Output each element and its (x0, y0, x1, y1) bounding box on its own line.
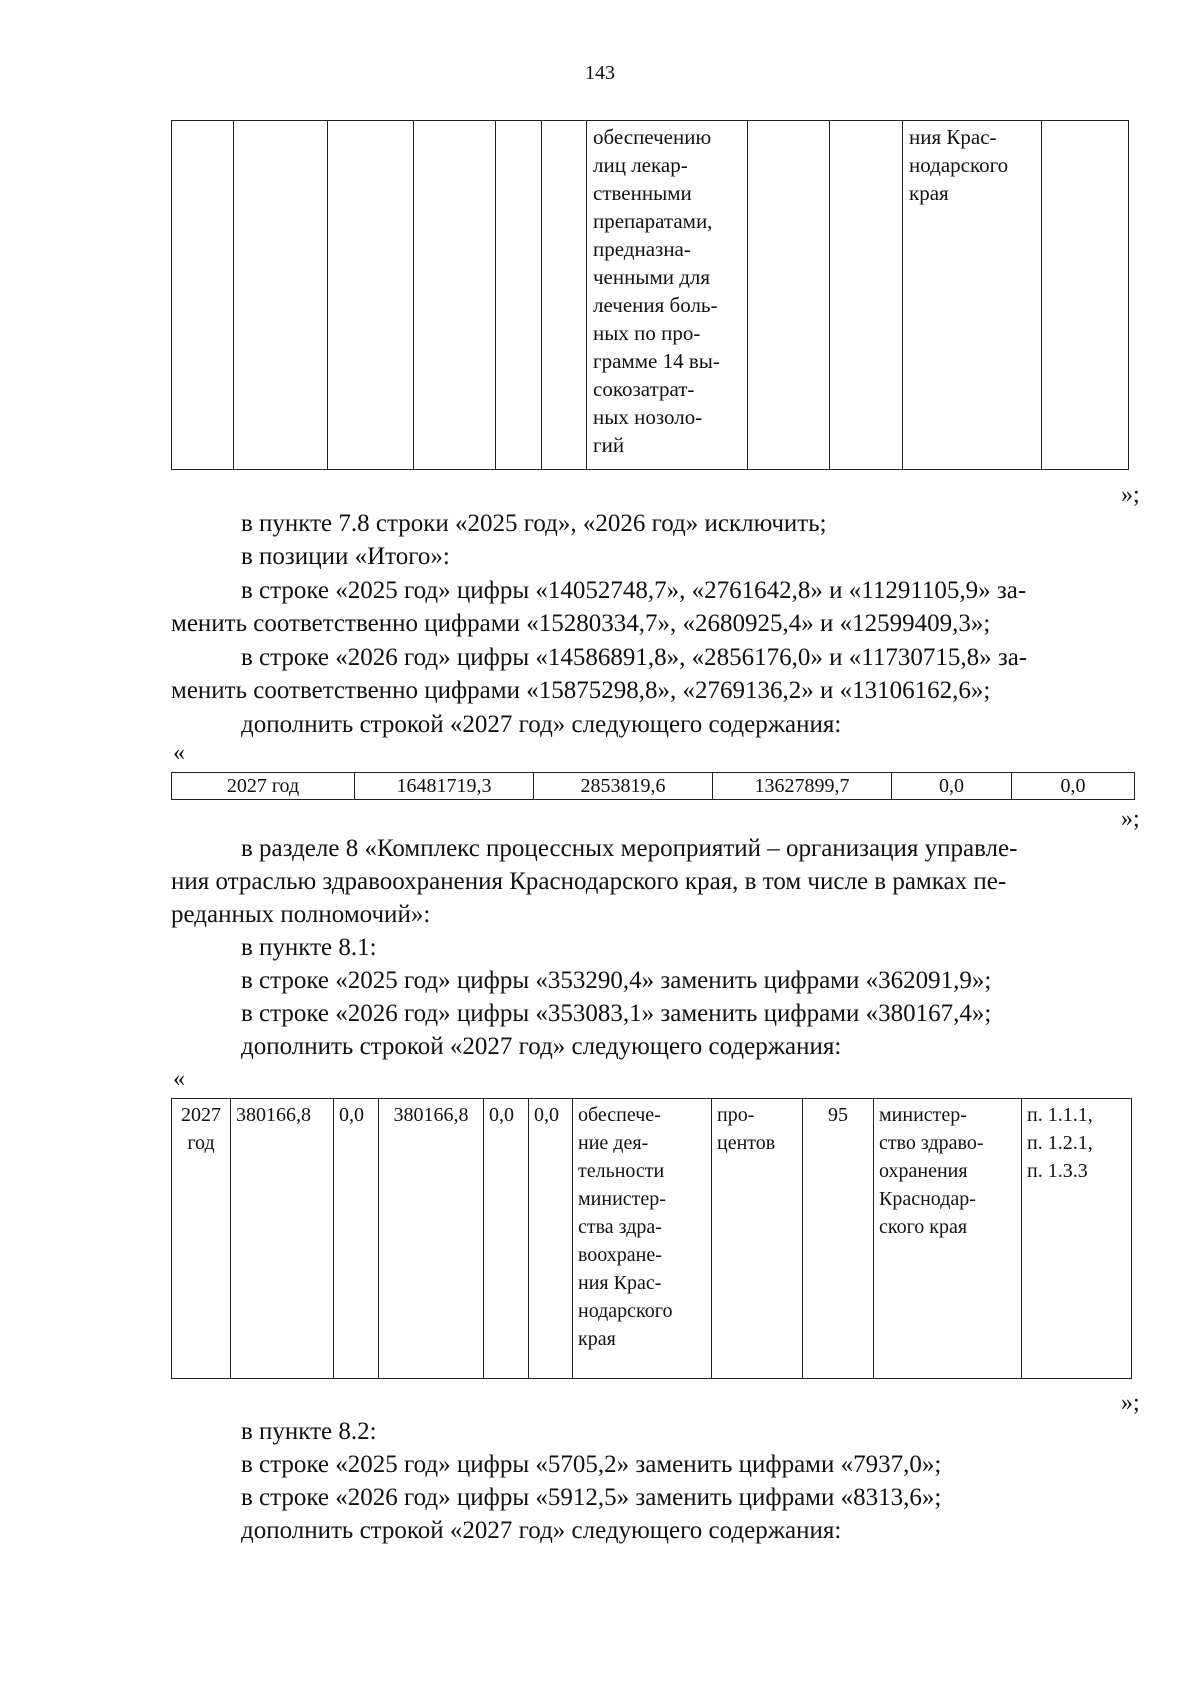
opening-quote: « (173, 1066, 185, 1092)
table-cell-unit (712, 1099, 803, 1379)
paragraph: в разделе 8 «Комплекс процессных мероприятий – организация управле- (241, 835, 1018, 862)
cell-line: министер- (879, 1104, 967, 1126)
table-cell (542, 121, 587, 470)
cell-line: 2027 (181, 1104, 221, 1126)
cell-line: ченными для (593, 265, 711, 289)
cell-line: п. 1.2.1, (1027, 1132, 1093, 1154)
closing-quote: »; (1121, 482, 1140, 508)
paragraph: в строке «2026 год» цифры «353083,1» заменить цифрами «380167,4»; (241, 1000, 992, 1027)
table-cell-local: 0,0 (484, 1099, 529, 1379)
paragraph: в строке «2026 год» цифры «14586891,8», «2856176,0» и «11730715,8» за- (241, 644, 1028, 671)
paragraph: в пункте 8.1: (241, 934, 377, 961)
paragraph: реданных полномочий»: (171, 901, 431, 928)
paragraph: в пункте 7.8 строки «2025 год», «2026 год» исключить; (241, 510, 827, 537)
table-continuation (171, 120, 1129, 470)
cell-line: ния Крас- (909, 125, 997, 149)
table-cell-other: 0,0 (1012, 773, 1135, 800)
closing-quote: »; (1121, 1390, 1140, 1416)
table-cell-result (573, 1099, 712, 1379)
cell-line: п. 1.3.3 (1027, 1160, 1088, 1182)
opening-quote: « (173, 740, 185, 766)
table-cell-measure-description (587, 121, 748, 470)
table-cell-total: 16481719,3 (355, 773, 534, 800)
table-cell (748, 121, 830, 470)
cell-line: ство здраво- (879, 1132, 984, 1154)
table-cell-year (172, 1099, 231, 1379)
cell-line: Краснодар- (879, 1188, 976, 1210)
table-cell-value: 95 (803, 1099, 874, 1379)
cell-line: предназна- (593, 237, 691, 261)
cell-line: министер- (578, 1188, 666, 1210)
cell-line: нодарского (578, 1300, 673, 1322)
cell-line: края (909, 181, 949, 205)
table-cell-regional: 13627899,7 (713, 773, 892, 800)
cell-line: центов (717, 1132, 776, 1154)
cell-line: препаратами, (593, 209, 713, 233)
table-cell-executor (903, 121, 1042, 470)
table-cell-federal: 0,0 (334, 1099, 379, 1379)
paragraph: в пункте 8.2: (241, 1418, 377, 1445)
paragraph: в строке «2025 год» цифры «353290,4» заменить цифрами «362091,9»; (241, 967, 992, 994)
cell-line: лечения боль- (593, 293, 718, 317)
table-2027-row (171, 772, 1135, 800)
cell-line: обеспечению (593, 125, 712, 149)
cell-line: края (578, 1328, 616, 1350)
table-2027-measure (171, 1098, 1132, 1379)
paragraph: менить соответственно цифрами «15875298,8», «2769136,2» и «13106162,6»; (171, 677, 991, 704)
table-cell-other: 0,0 (529, 1099, 573, 1379)
cell-line: ных нозоло- (593, 405, 703, 429)
cell-line: п. 1.1.1, (1027, 1104, 1093, 1126)
page-number: 143 (585, 62, 615, 84)
paragraph: менить соответственно цифрами «15280334,7», «2680925,4» и «12599409,3»; (171, 610, 991, 637)
cell-line: грамме 14 вы- (593, 349, 720, 373)
paragraph: в строке «2025 год» цифры «5705,2» заменить цифрами «7937,0»; (241, 1451, 942, 1478)
closing-quote: »; (1121, 806, 1140, 832)
table-cell (172, 121, 234, 470)
table-cell-executor (874, 1099, 1022, 1379)
table-cell-local: 0,0 (892, 773, 1012, 800)
table-cell (496, 121, 542, 470)
cell-line: год (187, 1132, 215, 1154)
cell-line: охранения (879, 1160, 968, 1182)
table-cell-regional: 380166,8 (379, 1099, 484, 1379)
cell-line: ния Крас- (578, 1272, 662, 1294)
cell-line: ского края (879, 1216, 968, 1238)
table-cell (414, 121, 496, 470)
cell-line: сокозатрат- (593, 377, 695, 401)
paragraph: в строке «2026 год» цифры «5912,5» заменить цифрами «8313,6»; (241, 1484, 942, 1511)
cell-line: ных по про- (593, 321, 701, 345)
cell-line: тельности (578, 1160, 665, 1182)
paragraph: дополнить строкой «2027 год» следующего содержания: (241, 711, 842, 738)
table-row (172, 773, 1135, 800)
paragraph: в позиции «Итого»: (241, 543, 450, 570)
cell-line: про- (717, 1104, 755, 1126)
paragraph: дополнить строкой «2027 год» следующего содержания: (241, 1033, 842, 1060)
table-cell-federal: 2853819,6 (534, 773, 713, 800)
cell-line: воохране- (578, 1244, 662, 1266)
table-cell (1042, 121, 1129, 470)
paragraph: дополнить строкой «2027 год» следующего содержания: (241, 1517, 842, 1544)
table-row (172, 121, 1129, 470)
table-cell-total: 380166,8 (231, 1099, 334, 1379)
table-cell (234, 121, 328, 470)
cell-line: обеспече- (578, 1104, 661, 1126)
cell-line: ние дея- (578, 1132, 649, 1154)
cell-line: лиц лекар- (593, 153, 688, 177)
cell-line: гий (593, 433, 625, 457)
table-row (172, 1099, 1132, 1379)
table-cell-reference (1022, 1099, 1132, 1379)
cell-line: нодарского (909, 153, 1009, 177)
paragraph: ния отраслью здравоохранения Краснодарского края, в том числе в рамках пе- (171, 868, 1007, 895)
table-cell (830, 121, 903, 470)
cell-line: ства здра- (578, 1216, 662, 1238)
paragraph: в строке «2025 год» цифры «14052748,7», «2761642,8» и «11291105,9» за- (241, 577, 1027, 604)
cell-line: ственными (593, 181, 692, 205)
table-cell (328, 121, 414, 470)
table-cell-year: 2027 год (172, 773, 355, 800)
